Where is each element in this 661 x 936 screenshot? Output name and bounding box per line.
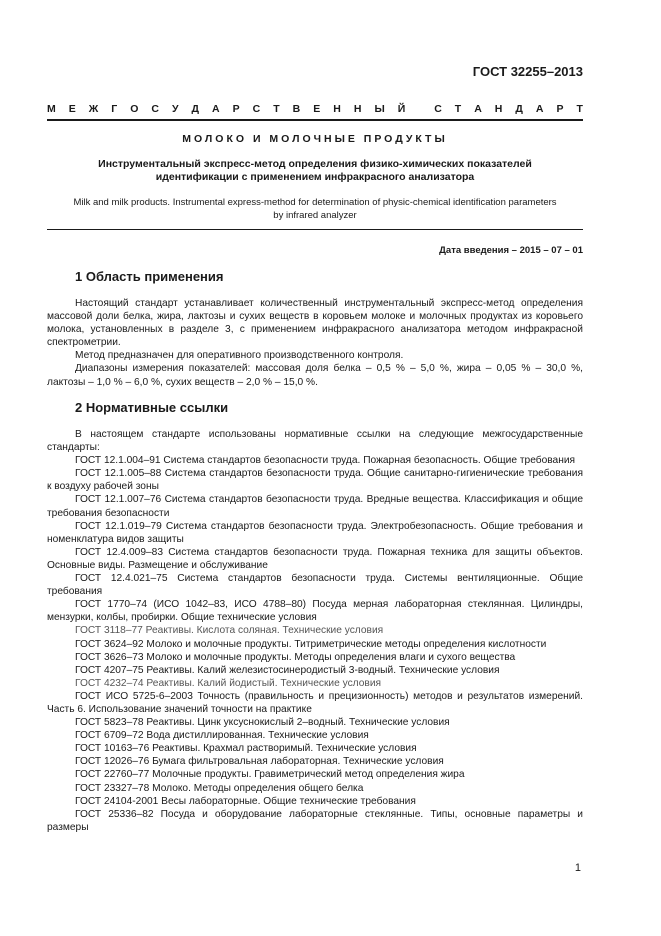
- reference-item: ГОСТ 25336–82 Посуда и оборудование лабораторные стеклянные. Типы, основные параметры и размеры: [47, 808, 583, 833]
- interstate-letter: [418, 103, 421, 115]
- interstate-letter: А: [474, 103, 482, 115]
- interstate-letter: Й: [397, 103, 406, 115]
- interstate-letter: М: [47, 103, 56, 115]
- reference-item: ГОСТ 12.1.007–76 Система стандартов безопасности труда. Вредные вещества. Классификация и общие требования безопасности: [47, 494, 583, 519]
- reference-item: ГОСТ 1770–74 (ИСО 1042–83, ИСО 4788–80) Посуда мерная лабораторная стеклянная. Цилиндры, мензурки, колбы, пробирки. Общие технические условия: [47, 599, 583, 624]
- english-title-line-1: Milk and milk products. Instrumental express-method for determination of physic-chemical identification parameters: [73, 197, 557, 208]
- interstate-letter: С: [252, 103, 261, 115]
- section-2-body: [47, 428, 583, 834]
- interstate-letter: Т: [576, 103, 583, 115]
- section-1-heading: 1 Область применения: [75, 269, 224, 284]
- section-1-paragraph-2: Метод предназначен для оперативного производственного контроля.: [75, 350, 404, 362]
- interstate-letter: Р: [556, 103, 564, 115]
- interstate-letter: Д: [515, 103, 523, 115]
- reference-item: ГОСТ 3626–73 Молоко и молочные продукты. Методы определения влаги и сухого вещества: [75, 651, 516, 663]
- interstate-letter: Е: [68, 103, 76, 115]
- page-number: 1: [574, 862, 581, 874]
- reference-item: ГОСТ 4232–74 Реактивы. Калий йодистый. Технические условия: [75, 677, 382, 689]
- reference-item: ГОСТ 22760–77 Молочные продукты. Гравиметрический метод определения жира: [75, 769, 465, 781]
- reference-item: ГОСТ 12.1.004–91 Система стандартов безопасности труда. Пожарная безопасность. Общие требования: [75, 455, 576, 467]
- divider-bottom: [47, 229, 583, 230]
- interstate-letter: Н: [353, 103, 362, 115]
- reference-item: ГОСТ 10163–76 Реактивы. Крахмал растворимый. Технические условия: [75, 743, 417, 755]
- interstate-letter: Ы: [374, 103, 385, 115]
- reference-item: ГОСТ 12.4.021–75 Система стандартов безопасности труда. Системы вентиляционные. Общие требования: [47, 573, 583, 598]
- interstate-letter: Г: [111, 103, 118, 115]
- english-title-line-2: by infrared analyzer: [273, 210, 357, 221]
- reference-item: ГОСТ 12026–76 Бумага фильтровальная лабораторная. Технические условия: [75, 756, 444, 768]
- interstate-letter: Т: [273, 103, 280, 115]
- reference-item: ГОСТ 3624–92 Молоко и молочные продукты. Титриметрические методы определения кислотности: [75, 638, 547, 650]
- product-title: МОЛОКО И МОЛОЧНЫЕ ПРОДУКТЫ: [182, 133, 448, 145]
- interstate-letter: А: [212, 103, 220, 115]
- interstate-letter: Д: [191, 103, 200, 115]
- section-2-intro: В настоящем стандарте использованы нормативные ссылки на следующие межгосударственные стандарты:: [47, 429, 583, 454]
- russian-title-line-2: идентификации с применением инфракрасного анализатора: [155, 171, 475, 183]
- interstate-letter: С: [151, 103, 159, 115]
- interstate-letter: Ж: [88, 103, 99, 115]
- section-1-body: [47, 297, 583, 389]
- introduction-date: Дата введения – 2015 – 07 – 01: [439, 245, 583, 256]
- english-title: [47, 196, 583, 222]
- section-1-paragraph-3: Диапазоны измерения показателей: массовая доля белка – 0,5 % – 5,0 %, жира – 0,05 % – 30,0 %, лактозы – 1,0 % – 6,0 %, сухих веществ – 2,0 % – 15,0 %.: [47, 363, 583, 388]
- section-1-paragraph-1: Настоящий стандарт устанавливает количественный инструментальный экспресс-метод определения массовой доли белка, жира, лактозы и сухих веществ в коровьем молоке и молочных продуктах из коровьего молока, установленных в разделе 3, с применением инфракрасного анализатора методом инфракрасной спектрометрии.: [47, 298, 583, 349]
- reference-item: ГОСТ 24104-2001 Весы лабораторные. Общие технические требования: [75, 795, 416, 807]
- interstate-letter: Т: [454, 103, 462, 115]
- russian-title: [47, 158, 583, 184]
- interstate-letter: Н: [333, 103, 341, 115]
- russian-title-line-1: Инструментальный экспресс-метод определения физико-химических показателей: [98, 158, 532, 170]
- interstate-letter: У: [171, 103, 179, 115]
- interstate-letter: Н: [494, 103, 503, 115]
- reference-item: ГОСТ 23327–78 Молоко. Методы определения общего белка: [75, 782, 364, 794]
- divider-top: [47, 119, 583, 121]
- reference-item: ГОСТ 12.4.009–83 Система стандартов безопасности труда. Пожарная техника для защиты объектов. Основные виды. Размещение и обслуживание: [47, 546, 583, 571]
- interstate-standard-banner: [47, 103, 583, 115]
- reference-item: ГОСТ ИСО 5725-6–2003 Точность (правильность и прецизионность) методов и результатов измерений. Часть 6. Использование значений точности на практике: [47, 690, 583, 715]
- interstate-letter: Е: [313, 103, 321, 115]
- reference-item: ГОСТ 12.1.005–88 Система стандартов безопасности труда. Общие санитарно-гигиенические требования к воздуху рабочей зоны: [47, 468, 583, 493]
- reference-item: ГОСТ 4207–75 Реактивы. Калий железистосинеродистый 3-водный. Технические условия: [75, 664, 500, 676]
- interstate-letter: О: [130, 103, 139, 115]
- interstate-letter: Р: [232, 103, 240, 115]
- reference-item: ГОСТ 6709–72 Вода дистиллированная. Технические условия: [75, 730, 369, 742]
- reference-item: ГОСТ 12.1.019–79 Система стандартов безопасности труда. Электробезопасность. Общие требования и номенклатура видов защиты: [47, 520, 583, 545]
- interstate-letter: А: [535, 103, 544, 115]
- gost-number: ГОСТ 32255–2013: [472, 64, 583, 79]
- reference-item: ГОСТ 5823–78 Реактивы. Цинк уксуснокислый 2–водный. Технические условия: [75, 717, 450, 729]
- section-2-heading: 2 Нормативные ссылки: [75, 400, 229, 415]
- interstate-letter: В: [292, 103, 301, 115]
- interstate-letter: С: [434, 103, 442, 115]
- reference-item: ГОСТ 3118–77 Реактивы. Кислота соляная. Технические условия: [75, 625, 384, 637]
